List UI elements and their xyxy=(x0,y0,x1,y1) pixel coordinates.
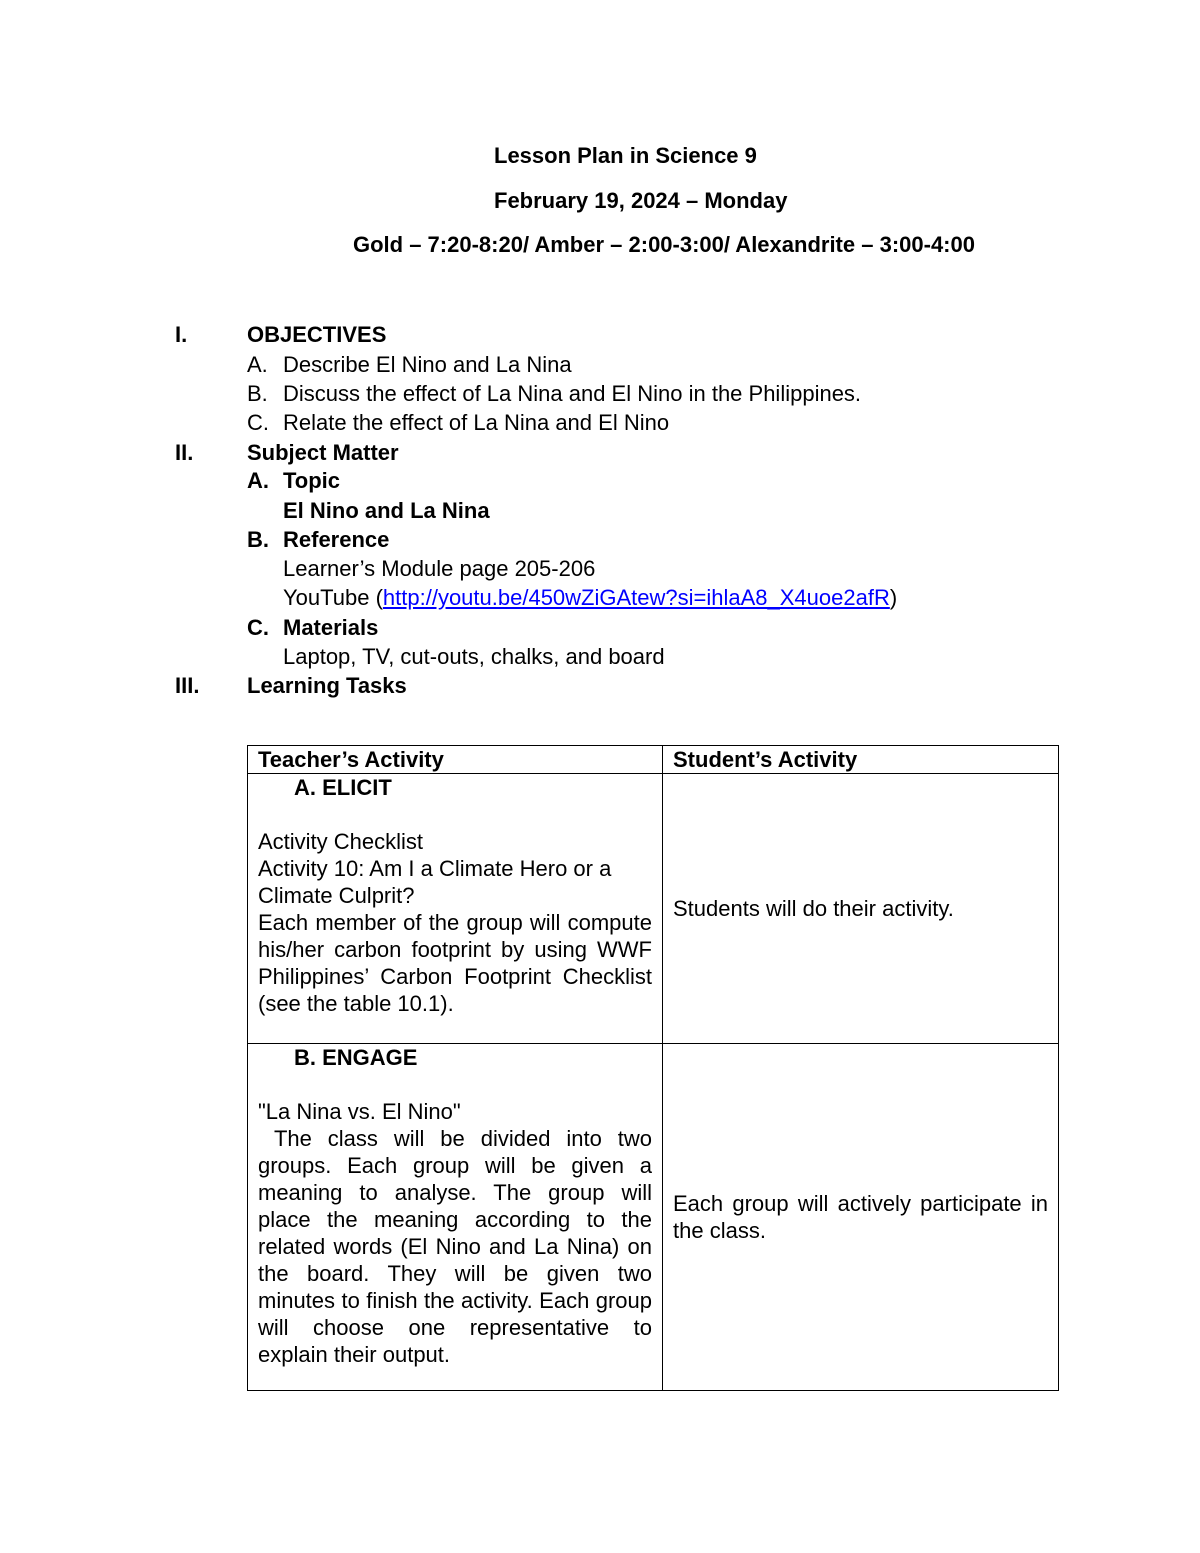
student-activity-header: Student’s Activity xyxy=(663,746,1059,774)
objective-label: B. xyxy=(247,381,268,406)
objective-text: Discuss the effect of La Nina and El Nino in the Philippines. xyxy=(283,381,862,406)
objective-item xyxy=(247,381,861,407)
topic-value: El Nino and La Nina xyxy=(283,498,490,523)
table-header-row xyxy=(248,746,1059,774)
activity-body: Each member of the group will compute his/her carbon footprint by using WWF Philippines’ Carbon Footprint Checklist (see the table 10.1). xyxy=(258,910,652,1016)
materials-heading: Materials xyxy=(283,615,379,640)
topic-label: A. xyxy=(247,468,269,493)
objective-item xyxy=(247,352,572,378)
materials-heading-row xyxy=(247,615,378,641)
topic-heading: Topic xyxy=(283,468,341,493)
section-title: B. ENGAGE xyxy=(294,1045,418,1070)
materials-label: C. xyxy=(247,615,269,640)
learning-tasks-heading: Learning Tasks xyxy=(247,673,407,698)
table-row xyxy=(248,774,1059,1044)
teacher-activity-cell xyxy=(248,1044,663,1391)
reference-label: B. xyxy=(247,527,269,552)
activity-title: "La Nina vs. El Nino" xyxy=(258,1099,461,1124)
youtube-link[interactable]: http://youtu.be/450wZiGAtew?si=ihlaA8_X4uoe2afR xyxy=(382,585,890,610)
activity-title: Activity Checklist xyxy=(258,829,424,854)
section-title: A. ELICIT xyxy=(294,775,392,800)
student-activity-cell: Students will do their activity. xyxy=(663,774,1059,1044)
class-schedule: Gold – 7:20-8:20/ Amber – 2:00-3:00/ Alexandrite – 3:00-4:00 xyxy=(353,232,975,257)
document-title: Lesson Plan in Science 9 xyxy=(494,143,757,168)
learning-tasks-numeral: III. xyxy=(175,673,200,698)
activity-name: Activity 10: Am I a Climate Hero or a Climate Culprit? xyxy=(258,856,612,908)
reference-heading: Reference xyxy=(283,527,390,552)
objective-label: A. xyxy=(247,352,268,377)
topic-heading-row xyxy=(247,468,340,494)
subject-matter-numeral: II. xyxy=(175,440,194,465)
youtube-prefix: YouTube ( xyxy=(283,585,383,610)
objective-label: C. xyxy=(247,410,269,435)
lesson-date: February 19, 2024 – Monday xyxy=(494,188,788,213)
activity-body: The class will be divided into two groups. Each group will be given a meaning to analyse. The group will place the meaning according to the related words (El Nino and La Nina) on the board. They will be given two minutes to finish the activity. Each group will choose one representative to explain their output. xyxy=(258,1126,659,1367)
reference-module: Learner’s Module page 205-206 xyxy=(283,556,596,581)
teacher-activity-cell xyxy=(248,774,663,1044)
reference-heading-row xyxy=(247,527,389,553)
learning-tasks-table xyxy=(247,745,1059,1391)
objective-text: Relate the effect of La Nina and El Nino xyxy=(283,410,670,435)
objectives-numeral: I. xyxy=(175,322,188,347)
student-activity-cell: Each group will actively participate in the class. xyxy=(663,1044,1059,1391)
youtube-suffix: ) xyxy=(889,585,898,610)
table-row xyxy=(248,1044,1059,1391)
subject-matter-heading: Subject Matter xyxy=(247,440,399,465)
reference-youtube-row xyxy=(283,585,897,611)
objective-item xyxy=(247,410,669,436)
teacher-activity-header: Teacher’s Activity xyxy=(248,746,663,774)
objectives-heading: OBJECTIVES xyxy=(247,322,387,347)
materials-value: Laptop, TV, cut-outs, chalks, and board xyxy=(283,644,665,669)
objective-text: Describe El Nino and La Nina xyxy=(283,352,572,377)
